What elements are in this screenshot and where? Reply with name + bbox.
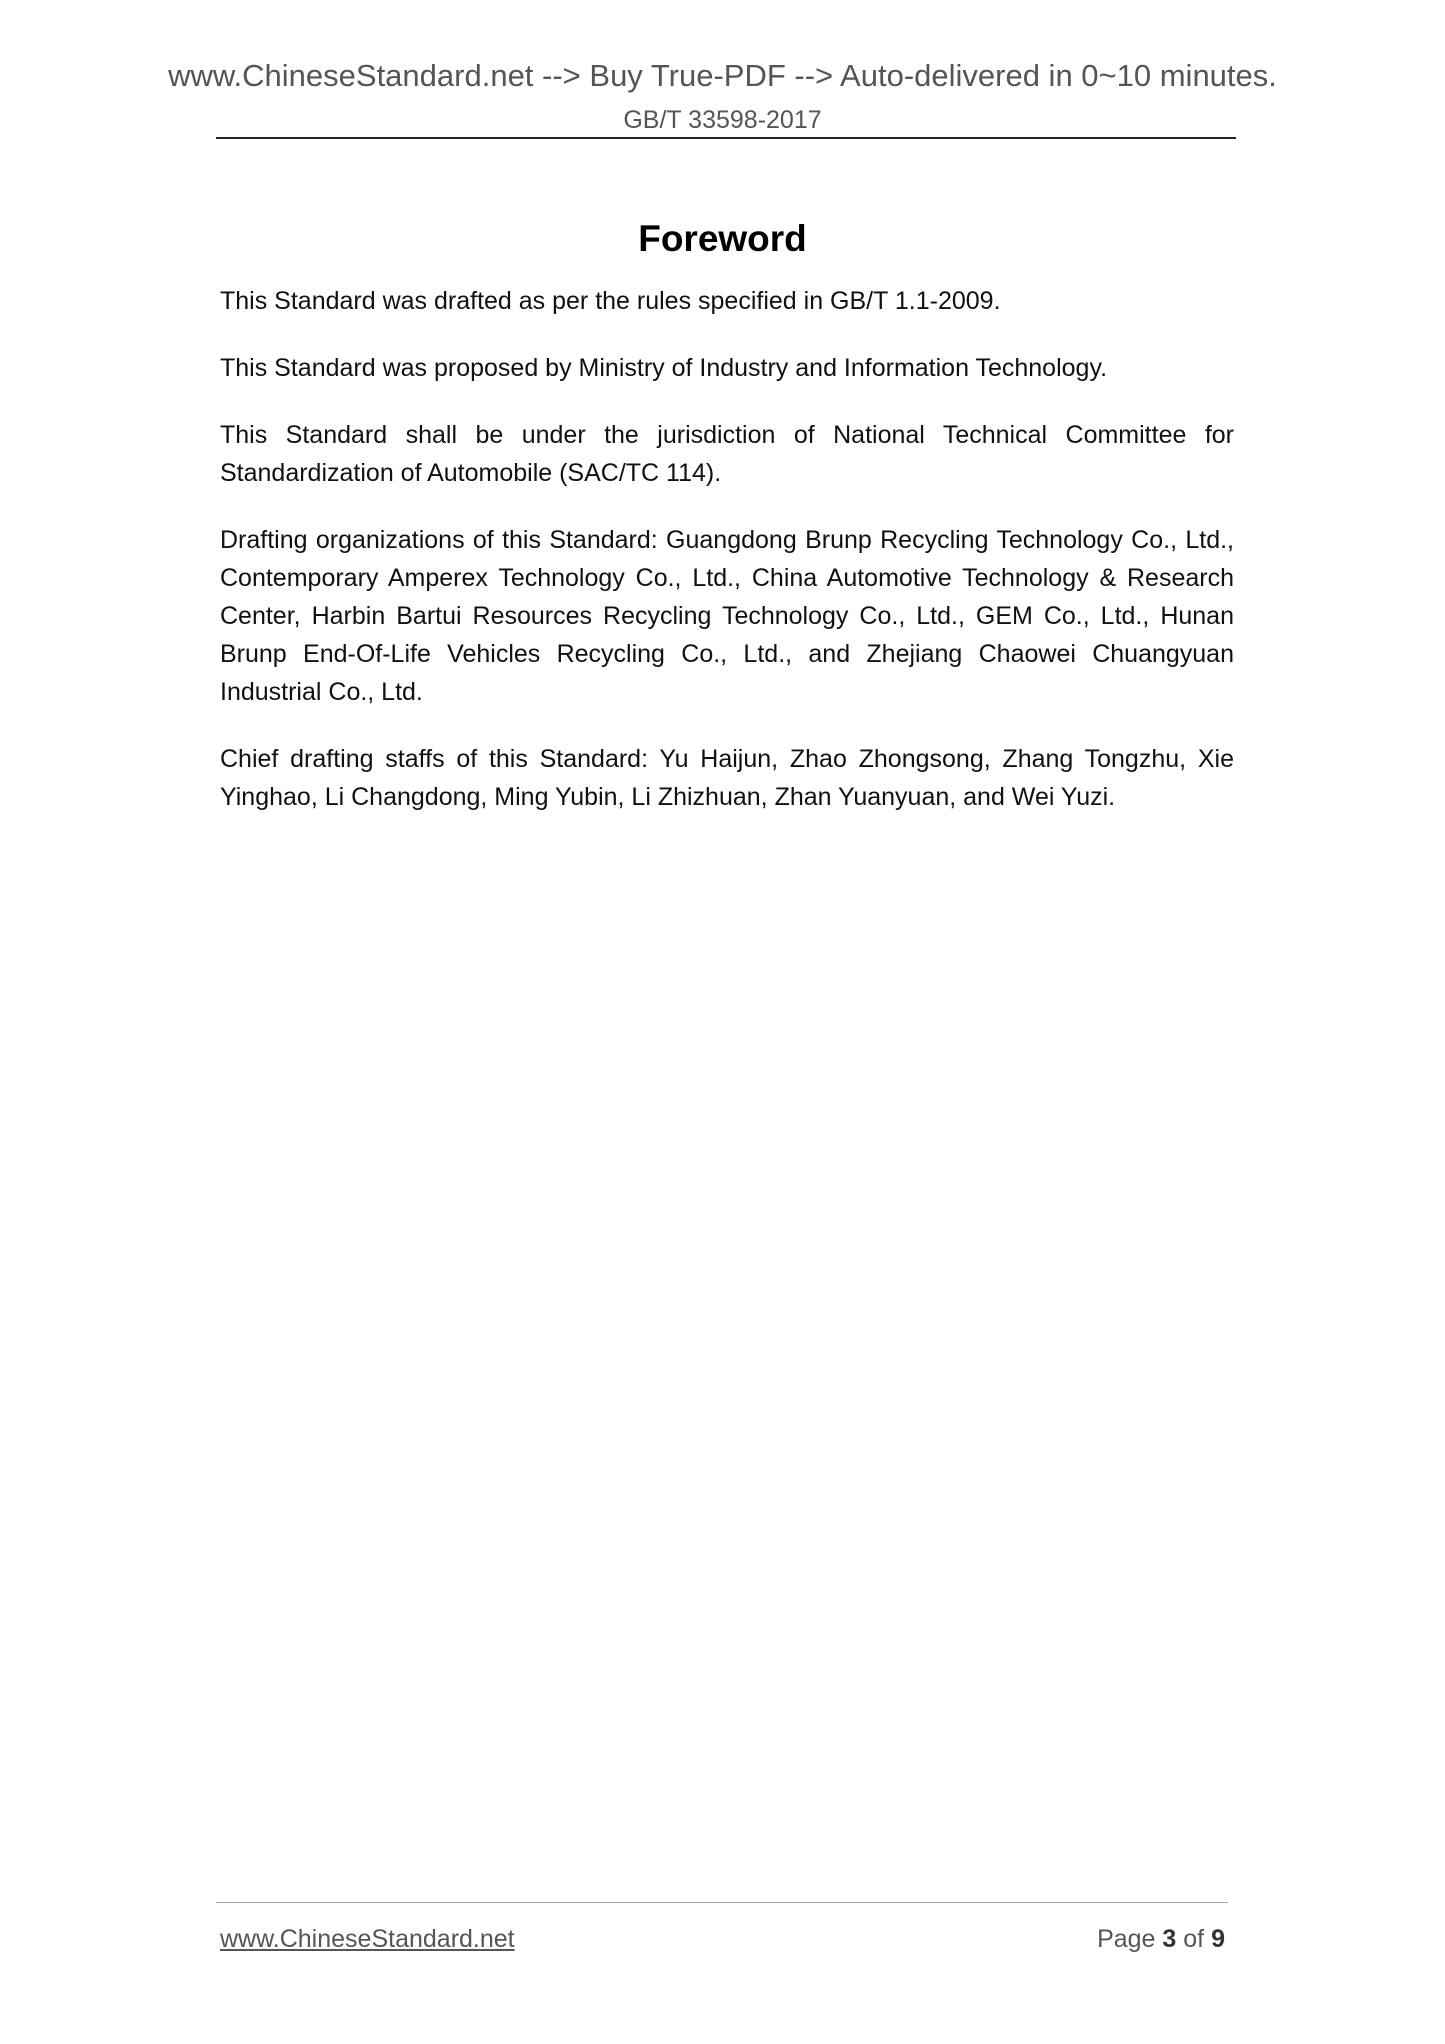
- paragraph-drafting-organizations: Drafting organizations of this Standard: Guangdong Brunp Recycling Technology Co., Ltd., Contemporary Amperex Technology Co., Ltd., China Automotive Technology & Research Center, Harbin Bartui Resources Recycling Technology Co., Ltd., GEM Co., Ltd., Hunan Brunp End-Of-Life Vehicles Recycling Co., Ltd., and Zhejiang Chaowei Chuangyuan Industrial Co., Ltd.: [220, 526, 1234, 706]
- paragraph-drafting-rules: This Standard was drafted as per the rules specified in GB/T 1.1-2009.: [220, 287, 1001, 315]
- page-number: [1097, 1922, 1225, 1956]
- page-current: 3: [1162, 1925, 1177, 1953]
- top-banner: www.ChineseStandard.net --> Buy True-PDF --> Auto-delivered in 0~10 minutes.: [168, 58, 1277, 93]
- header-divider: [216, 137, 1236, 139]
- page-of: of: [1183, 1925, 1205, 1953]
- page-title: Foreword: [638, 217, 807, 259]
- footer-divider: [216, 1902, 1228, 1903]
- paragraph-proposed-by: This Standard was proposed by Ministry of Industry and Information Technology.: [220, 354, 1108, 382]
- foreword-body: [220, 282, 1234, 845]
- document-code: GB/T 33598-2017: [623, 106, 822, 134]
- page-total: 9: [1211, 1925, 1225, 1953]
- paragraph-jurisdiction: This Standard shall be under the jurisdiction of National Technical Committee for Standardization of Automobile (SAC/TC 114).: [220, 421, 1234, 487]
- footer-website-link[interactable]: www.ChineseStandard.net: [220, 1925, 515, 1953]
- paragraph-drafting-staff: Chief drafting staffs of this Standard: Yu Haijun, Zhao Zhongsong, Zhang Tongzhu, Xie Yinghao, Li Changdong, Ming Yubin, Li Zhizhuan, Zhan Yuanyuan, and Wei Yuzi.: [220, 745, 1234, 811]
- page-word: Page: [1097, 1925, 1156, 1953]
